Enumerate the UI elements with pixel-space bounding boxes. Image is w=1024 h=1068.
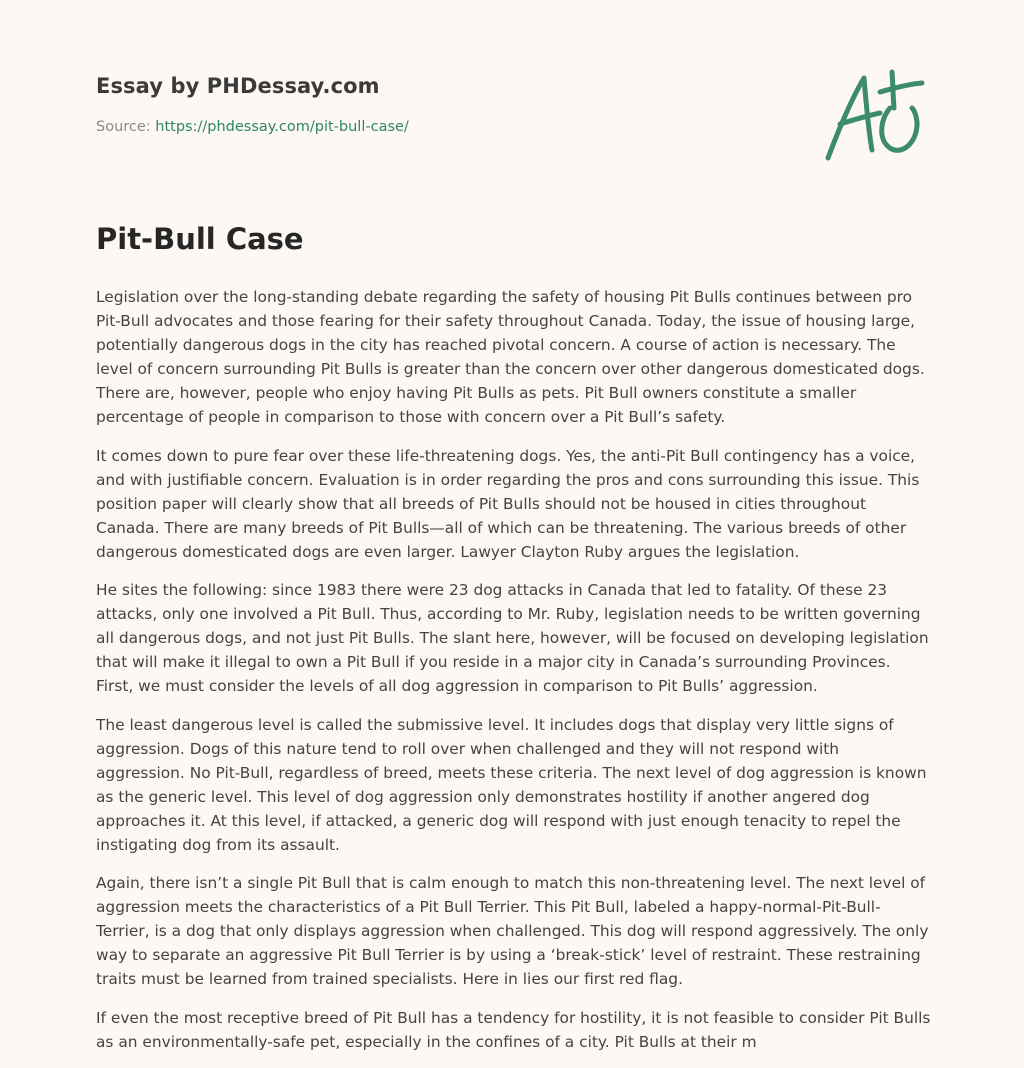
page-title: Pit-Bull Case: [96, 222, 304, 256]
essay-paragraph: He sites the following: since 1983 there were 23 dog attacks in Canada that led to fatality. Of these 23 attacks, only one involved a Pit Bull. Thus, according to Mr. Ruby, legislation needs to be written governing all dangerous dogs, and not just Pit Bulls. The slant here, however, will be focused on developing legislation that will make it illegal to own a Pit Bull if you reside in a major city in Canada’s surrounding Provinces. First, we must consider the levels of all dog aggression in comparison to Pit Bulls’ aggression.: [96, 581, 929, 696]
essay-header: [96, 74, 696, 135]
essay-paragraph: The least dangerous level is called the submissive level. It includes dogs that display very little signs of aggression. Dogs of this nature tend to roll over when challenged and they will not respond with aggression. No Pit-Bull, regardless of breed, meets these criteria. The next level of dog aggression is known as the generic level. This level of dog aggression only demonstrates hostility if another angered dog approaches it. At this level, if attacked, a generic dog will respond with just enough tenacity to repel the instigating dog from its assault.: [96, 715, 927, 854]
essay-paragraph: Again, there isn’t a single Pit Bull that is calm enough to match this non-threatening level. The next level of aggression meets the characteristics of a Pit Bull Terrier. This Pit Bull, labeled a happy-normal-Pit-Bull-Terrier, is a dog that only displays aggression when challenged. This dog will respond aggressively. The only way to separate an aggressive Pit Bull Terrier is by using a ‘break-stick’ level of restraint. These restraining traits must be learned from trained specialists. Here in lies our first red flag.: [96, 874, 929, 989]
source-link[interactable]: https://phdessay.com/pit-bull-case/: [155, 119, 409, 135]
essay-paragraph: If even the most receptive breed of Pit Bull has a tendency for hostility, it is not feasible to consider Pit Bulls as an environmentally-safe pet, especially in the confines of a city. Pit Bulls at their m: [96, 1008, 931, 1051]
source-line: [96, 119, 696, 135]
essay-paragraph: Legislation over the long-standing debate regarding the safety of housing Pit Bulls continues between pro Pit-Bull advocates and those fearing for their safety throughout Canada. Today, the issue of housing large, potentially dangerous dogs in the city has reached pivotal concern. A course of action is necessary. The level of concern surrounding Pit Bulls is greater than the concern over other dangerous domesticated dogs. There are, however, people who enjoy having Pit Bulls as pets. Pit Bull owners constitute a smaller percentage of people in comparison to those with concern over a Pit Bull’s safety.: [96, 288, 925, 427]
essay-body: [96, 285, 932, 1068]
a-plus-logo-icon: [818, 66, 930, 166]
essay-paragraph: It comes down to pure fear over these life-threatening dogs. Yes, the anti-Pit Bull contingency has a voice, and with justifiable concern. Evaluation is in order regarding the pros and cons surrounding this issue. This position paper will clearly show that all breeds of Pit Bulls should not be housed in cities throughout Canada. There are many breeds of Pit Bulls—all of which can be threatening. The various breeds of other dangerous domesticated dogs are even larger. Lawyer Clayton Ruby argues the legislation.: [96, 446, 920, 561]
brand-title: Essay by PHDessay.com: [96, 74, 380, 98]
source-label: Source:: [96, 119, 151, 135]
